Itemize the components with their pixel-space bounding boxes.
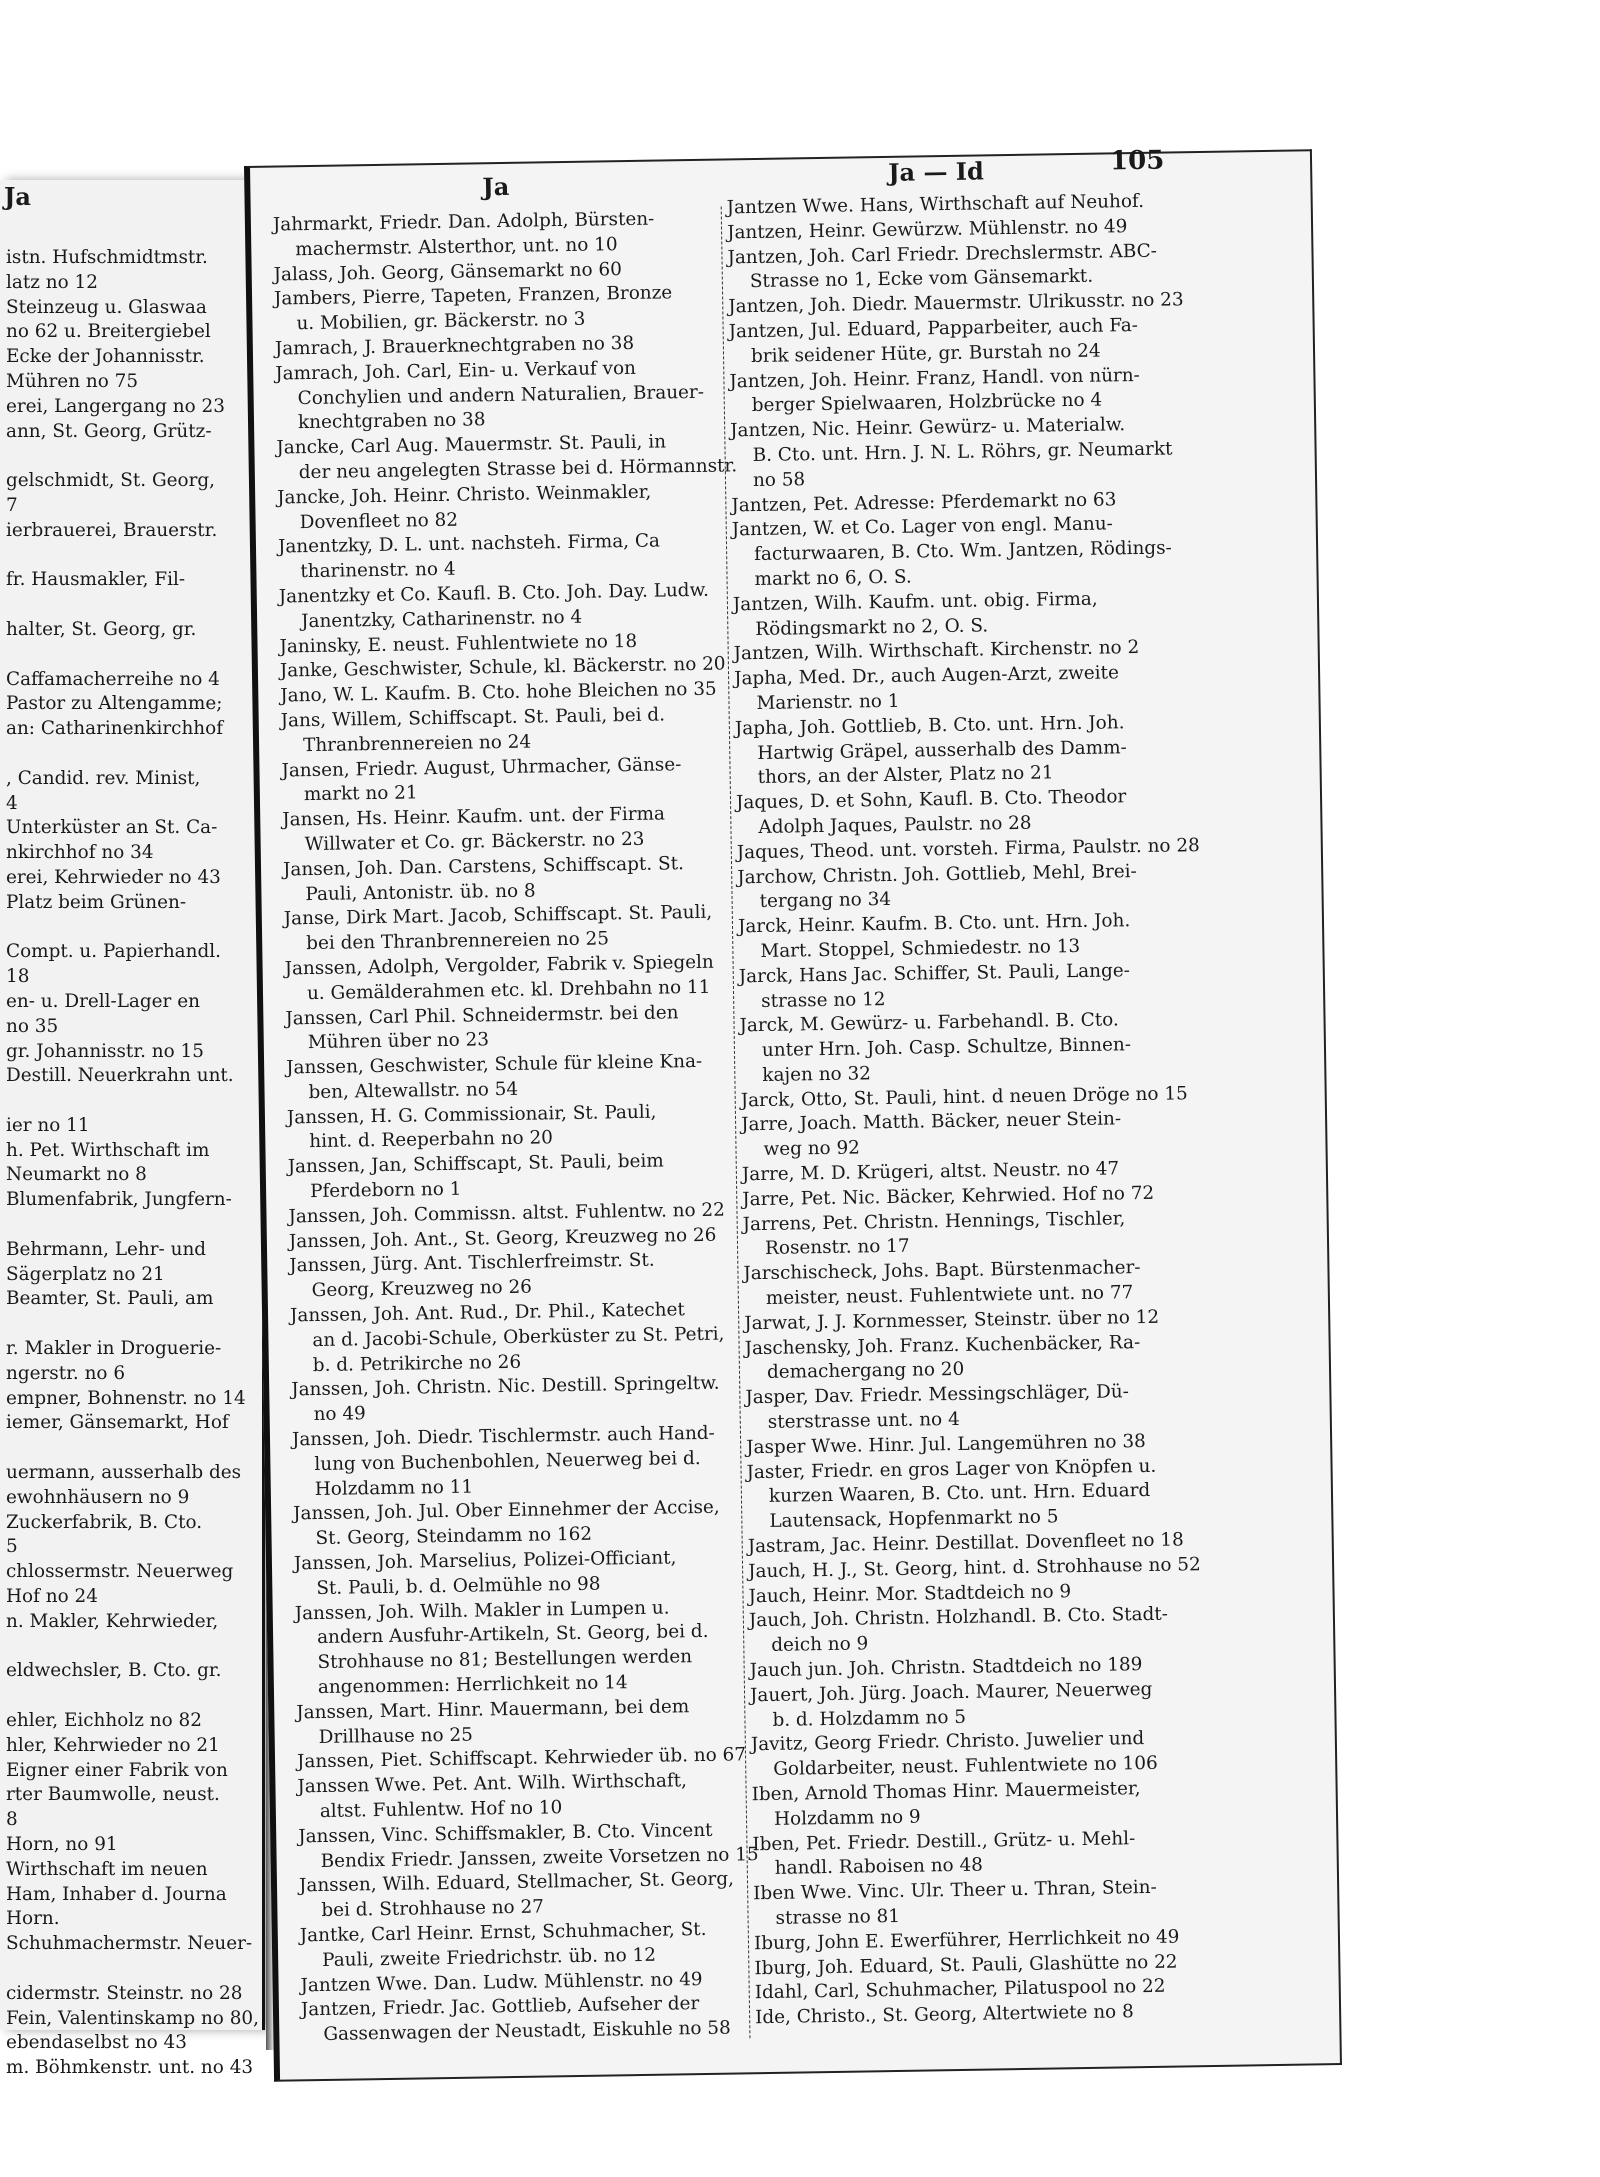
directory-entry-line: Mühren über no 23 [307, 1029, 490, 1054]
directory-entry-line: Jalass, Joh. Georg, Gänsemarkt no 60 [273, 258, 623, 286]
directory-entry-line: Jaster, Friedr. en gros Lager von Knöpfen u. [746, 1455, 1157, 1483]
directory-entry-line: ehler, Eichholz no 82 [6, 1710, 202, 1732]
directory-entry-line: gelschmidt, St. Georg, [6, 470, 216, 492]
page-header-right: Ja — Id [887, 156, 985, 187]
directory-entry-line: St. Pauli, b. d. Oelmühle no 98 [316, 1573, 601, 1599]
directory-entry-line: latz no 12 [6, 271, 98, 293]
directory-entry-line: Horn, no 91 [6, 1834, 118, 1855]
directory-entry-line: Jantzen Wwe. Hans, Wirthschaft auf Neuhof. [726, 190, 1145, 219]
page-number: 105 [1109, 145, 1165, 177]
directory-entry-line: Jarwat, J. J. Kornmesser, Steinstr. über no 12 [744, 1306, 1160, 1335]
directory-entry-line: Janssen, Joh. Marselius, Polizei-Officiant, [293, 1547, 677, 1575]
directory-entry-line: Janssen, Carl Phil. Schneidermstr. bei den [285, 1001, 679, 1029]
directory-entry-line: tergang no 34 [759, 889, 892, 913]
directory-entry-line: kajen no 32 [762, 1063, 872, 1086]
directory-entry-line: ann, St. Georg, Grütz- [6, 420, 212, 442]
directory-entry-line [6, 1436, 258, 1461]
directory-entry-line: Jantzen, W. et Co. Lager von engl. Manu- [731, 513, 1113, 541]
directory-entry-line: 4 [6, 792, 18, 814]
directory-entry-line: Pauli, zweite Friedrichstr. üb. no 12 [322, 1944, 657, 1971]
directory-entry-line: Behrmann, Lehr- und [6, 1238, 207, 1260]
directory-entry-line: Janse, Dirk Mart. Jacob, Schiffscapt. St. Pauli, [283, 902, 713, 930]
directory-entry-line: Idahl, Carl, Schuhmacher, Pilatuspool no 22 [754, 1976, 1166, 2004]
directory-entry-line: b. d. Holzdamm no 5 [772, 1706, 967, 1731]
directory-entry-line: knechtgraben no 38 [297, 409, 486, 434]
directory-entry-line: Jantzen, Wilh. Kaufm. unt. obig. Firma, [732, 588, 1098, 616]
directory-entry-line: facturwaaren, B. Cto. Wm. Jantzen, Rödings- [754, 537, 1172, 566]
directory-entry-line: sterstrasse unt. no 4 [767, 1408, 960, 1433]
directory-entry-line: 8 [6, 1809, 18, 1831]
directory-entry-line: ngerstr. no 6 [6, 1362, 126, 1384]
directory-entry-line: markt no 6, O. S. [754, 566, 912, 590]
directory-entry-line: Schuhmachermstr. Neuer- [6, 1933, 253, 1955]
directory-entry-line: tharinenstr. no 4 [300, 558, 456, 583]
directory-entry-line: Adolph Jaques, Paulstr. no 28 [758, 812, 1032, 838]
directory-entry-line: Janssen, Joh. Ant., St. Georg, Kreuzweg no 26 [288, 1224, 717, 1253]
directory-entry-line: Jauert, Joh. Jürg. Joach. Maurer, Neuerweg [749, 1678, 1153, 1707]
directory-entry-line: 7 [6, 494, 18, 516]
directory-entry-line: no 35 [6, 1015, 59, 1037]
directory-entry-line: iemer, Gänsemarkt, Hof [6, 1412, 229, 1434]
directory-entry-line: Jambers, Pierre, Tapeten, Franzen, Bronze [273, 282, 673, 310]
directory-entry-line: Jarre, Pet. Nic. Bäcker, Kehrwied. Hof no 72 [742, 1182, 1155, 1211]
directory-entry-line: ewohnhäusern no 9 [6, 1486, 190, 1508]
directory-entry-line: Janssen, H. G. Commissionair, St. Pauli, [286, 1101, 657, 1129]
directory-entry-line: Jarre, Joach. Matth. Bäcker, neuer Stein- [740, 1108, 1122, 1136]
directory-entry-line: m. Böhmkenstr. unt. no 43 [6, 2057, 254, 2079]
directory-entry-line: Drillhause no 25 [318, 1724, 474, 1748]
directory-entry-line: Rosenstr. no 17 [764, 1236, 910, 1260]
directory-entry-line: markt no 21 [303, 782, 418, 806]
directory-entry-line: chlossermstr. Neuerweg [6, 1561, 234, 1583]
directory-entry-line: Compt. u. Papierhandl. [6, 941, 221, 963]
directory-entry-line: Jantzen, Wilh. Wirthschaft. Kirchenstr. no 2 [733, 637, 1140, 665]
directory-entry-line [6, 643, 258, 668]
directory-entry-line: 18 [6, 966, 30, 988]
directory-entry-line: Ide, Christo., St. Georg, Altertwiete no 8 [754, 2001, 1134, 2029]
directory-entry-line: cidermstr. Steinstr. no 28 [6, 1982, 243, 2004]
directory-entry-line: ier no 11 [6, 1114, 90, 1136]
directory-entry-line: handl. Raboisen no 48 [774, 1854, 984, 1880]
directory-entry-line: Jantzen Wwe. Dan. Ludw. Mühlenstr. no 49 [300, 1968, 703, 1996]
directory-entry-line: Jantzen, Nic. Heinr. Gewürz- u. Materialw. [730, 414, 1126, 442]
directory-entry-line: Jarck, Heinr. Kaufm. B. Cto. unt. Hrn. Joh. [737, 910, 1131, 938]
directory-entry-line: Jauch, H. J., St. Georg, hint. d. Strohhause no 52 [747, 1553, 1201, 1583]
directory-entry-line: Janssen, Adolph, Vergolder, Fabrik v. Spiegeln [284, 951, 714, 980]
directory-entry-line: Iben Wwe. Vinc. Ulr. Theer u. Thran, Stein- [753, 1877, 1157, 1905]
directory-entry-line: Janssen, Joh. Diedr. Tischlermstr. auch Hand- [291, 1422, 715, 1451]
directory-entry-line: Janssen, Joh. Commissn. altst. Fuhlentw. no 22 [288, 1199, 726, 1228]
directory-entry-line: angenommen: Herrlichkeit no 14 [317, 1672, 628, 1699]
directory-entry-line: Jantzen, Joh. Diedr. Mauermstr. Ulrikusstr. no 23 [728, 289, 1184, 318]
directory-entry-line: hler, Kehrwieder no 21 [6, 1734, 220, 1756]
directory-entry-line: Mühren no 75 [6, 370, 139, 392]
directory-entry-line: Platz beim Grünen- [6, 891, 187, 913]
directory-entry-line: erei, Kehrwieder no 43 [6, 866, 221, 888]
directory-entry-line: Jasper, Dav. Friedr. Messingschläger, Dü- [745, 1381, 1130, 1409]
directory-entry-line [6, 1089, 258, 1114]
directory-entry-line: Fein, Valentinskamp no 80, [6, 2007, 259, 2029]
directory-entry-line: thors, an der Alster, Platz no 21 [757, 762, 1054, 789]
directory-entry-line: meister, neust. Fuhlentwiete unt. no 77 [765, 1282, 1134, 1310]
directory-entry-line: Janssen Wwe. Pet. Ant. Wilh. Wirthschaft, [297, 1770, 688, 1798]
directory-entry-line: an: Catharinenkirchhof [6, 718, 224, 740]
directory-entry-line: andern Ausfuhr-Artikeln, St. Georg, bei d. [316, 1621, 709, 1649]
directory-entry-line: strasse no 81 [775, 1905, 901, 1929]
directory-entry-line: Rödingsmarkt no 2, O. S. [755, 614, 989, 640]
directory-entry-line: Holzdamm no 9 [773, 1806, 921, 1830]
directory-entry-line: Janssen, Jürg. Ant. Tischlerfreimstr. St. [289, 1250, 655, 1277]
directory-entry-line: kurzen Waaren, B. Cto. unt. Hrn. Eduard [768, 1480, 1151, 1508]
directory-entry-line: Jarck, Otto, St. Pauli, hint. d neuen Dröge no 15 [740, 1082, 1188, 1111]
directory-entry-line: Pferdeborn no 1 [309, 1178, 462, 1203]
directory-entry-line: Janssen, Jan, Schiffscapt, St. Pauli, beim [287, 1150, 664, 1178]
directory-entry-line: 5 [6, 1536, 18, 1558]
directory-entry-line: Wirthschaft im neuen [6, 1858, 208, 1880]
directory-entry-line: Jauch jun. Joh. Christn. Stadtdeich no 189 [749, 1654, 1143, 1682]
directory-entry-line: Janssen, Piet. Schiffscapt. Kehrwieder üb. no 67 [296, 1744, 747, 1773]
directory-entry-line: Jantke, Carl Heinr. Ernst, Schuhmacher, St. [299, 1918, 707, 1947]
directory-entry-line: ierbrauerei, Brauerstr. [6, 519, 218, 541]
directory-entry-line: Jarrens, Pet. Christn. Hennings, Tischler, [742, 1207, 1126, 1235]
directory-entry-line: Jancke, Joh. Heinr. Christo. Weinmakler, [277, 481, 652, 509]
directory-entry-line: berger Spielwaaren, Holzbrücke no 4 [751, 389, 1103, 417]
directory-entry-line [6, 742, 258, 767]
directory-entry-line: Janssen, Wilh. Eduard, Stellmacher, St. Georg, [298, 1868, 735, 1897]
directory-entry-line: gr. Johannisstr. no 15 [6, 1040, 204, 1062]
directory-entry-line: Janssen, Joh. Wilh. Makler in Lumpen u. [294, 1597, 670, 1625]
directory-entry-line: Horn. [6, 1908, 60, 1930]
directory-entry-line: Jarschischeck, Johs. Bapt. Bürstenmacher- [743, 1257, 1141, 1285]
directory-entry-line: erei, Langergang no 23 [6, 395, 225, 417]
directory-entry-line: , Candid. rev. Minist, [6, 767, 201, 789]
directory-entry-line [6, 1213, 258, 1238]
directory-entry-line: lung von Buchenbohlen, Neuerweg bei d. [314, 1447, 701, 1475]
directory-entry-line: no 49 [313, 1403, 366, 1426]
directory-entry-line: rter Baumwolle, neust. [6, 1784, 220, 1806]
directory-entry-line: machermstr. Alsterthor, unt. no 10 [295, 233, 618, 260]
directory-entry-line: en- u. Drell-Lager en [6, 990, 200, 1012]
directory-entry-line: Jarre, M. D. Krügeri, altst. Neustr. no 47 [741, 1158, 1120, 1186]
directory-entry-line: B. Cto. unt. Hrn. J. N. L. Röhrs, gr. Neumarkt [752, 438, 1173, 467]
directory-entry-line: Iburg, Joh. Eduard, St. Pauli, Glashütte no 22 [754, 1951, 1178, 1979]
directory-entry-line: weg no 92 [763, 1137, 861, 1161]
directory-entry-line: an d. Jacobi-Schule, Oberküster zu St. Petri, [312, 1323, 725, 1351]
left-page-column [6, 246, 258, 2081]
directory-entry-line: Jantzen, Heinr. Gewürzw. Mühlenstr. no 49 [726, 215, 1128, 244]
directory-entry-line: Janentzky, Catharinenstr. no 4 [300, 606, 583, 632]
directory-entry-line: Jahrmarkt, Friedr. Dan. Adolph, Bürsten- [272, 208, 655, 236]
directory-entry-line [6, 1312, 258, 1337]
directory-entry-line: u. Gemälderahmen etc. kl. Drehbahn no 11 [306, 976, 711, 1004]
directory-entry-line: Javitz, Georg Friedr. Christo. Juwelier und [750, 1728, 1145, 1756]
directory-entry-line: Jano, W. L. Kaufm. B. Cto. hohe Bleichen no 35 [280, 678, 717, 707]
directory-entry-line: Mart. Stoppel, Schmiedestr. no 13 [760, 935, 1081, 962]
directory-entry-line: Janke, Geschwister, Schule, kl. Bäckerstr. no 20 [279, 653, 726, 682]
directory-entry-line: Ecke der Johannisstr. [6, 346, 205, 368]
directory-entry-line: nkirchhof no 34 [6, 842, 154, 864]
directory-entry-line: n. Makler, Kehrwieder, [6, 1610, 219, 1632]
directory-entry-line: empner, Bohnenstr. no 14 [6, 1387, 246, 1409]
directory-entry-line: Dovenfleet no 82 [299, 509, 459, 533]
directory-entry-line: no 58 [752, 468, 806, 491]
directory-entry-line: Eigner einer Fabrik von [6, 1759, 228, 1781]
directory-entry-line: unter Hrn. Joh. Casp. Schultze, Binnen- [761, 1034, 1132, 1062]
directory-entry-line: Janssen, Geschwister, Schule für kleine Kna- [286, 1051, 703, 1079]
directory-entry-line: Caffamacherreihe no 4 [6, 668, 220, 690]
directory-entry-line: bei den Thranbrennereien no 25 [306, 928, 610, 955]
directory-entry-line: Japha, Med. Dr., auch Augen-Arzt, zweite [733, 662, 1120, 690]
directory-entry-line: Strohhause no 81; Bestellungen werden [317, 1646, 693, 1674]
directory-entry-line [6, 444, 258, 469]
directory-entry-line: Janssen, Joh. Jul. Ober Einnehmer der Accise, [293, 1497, 720, 1525]
directory-entry-line: deich no 9 [771, 1633, 869, 1657]
directory-entry-line: Jantzen, Pet. Adresse: Pferdemarkt no 63 [731, 488, 1117, 516]
directory-entry-line: Jamrach, J. Brauerknechtgraben no 38 [274, 332, 635, 360]
directory-entry-line: Iburg, John E. Ewerführer, Herrlichkeit no 49 [753, 1926, 1180, 1954]
directory-entry-line: Janentzky, D. L. unt. nachsteh. Firma, Ca [277, 530, 661, 558]
directory-entry-line: Strasse no 1, Ecke vom Gänsemarkt. [749, 266, 1094, 293]
directory-entry-line: Jarchow, Christn. Joh. Gottlieb, Mehl, Brei- [737, 860, 1137, 888]
directory-entry-line: Goldarbeiter, neust. Fuhlentwiete no 106 [773, 1753, 1158, 1781]
directory-entry-line: Thranbrennereien no 24 [302, 731, 532, 756]
directory-entry-line: der neu angelegten Strasse bei d. Hörmannstr. [298, 455, 738, 484]
directory-entry-line: Jansen, Joh. Dan. Carstens, Schiffscapt. St. [282, 852, 685, 881]
directory-entry-line: Pastor zu Altengamme; [6, 693, 223, 715]
directory-entry-line: Janinsky, E. neust. Fuhlentwiete no 18 [279, 630, 638, 658]
directory-entry-line: b. d. Petrikirche no 26 [312, 1351, 522, 1376]
directory-entry-line: Jaschensky, Joh. Franz. Kuchenbäcker, Ra- [744, 1331, 1141, 1359]
directory-entry-line: h. Pet. Wirthschaft im [6, 1139, 210, 1161]
directory-entry-line: Destill. Neuerkrahn unt. [6, 1065, 234, 1087]
directory-entry-line: St. Georg, Steindamm no 162 [315, 1523, 593, 1550]
directory-entry-line: uermann, ausserhalb des [6, 1462, 242, 1484]
directory-entry-line: Jaques, D. et Sohn, Kaufl. B. Cto. Theodor [735, 786, 1127, 814]
directory-entry-line: istn. Hufschmidtmstr. [6, 247, 208, 268]
directory-entry-line: Janssen, Joh. Christn. Nic. Destill. Springeltw. [291, 1373, 720, 1401]
directory-entry-line: Jarck, Hans Jac. Schiffer, St. Pauli, Lange- [738, 959, 1131, 988]
directory-entry-line: Willwater et Co. gr. Bäckerstr. no 23 [304, 828, 645, 856]
directory-entry-line: Zuckerfabrik, B. Cto. [6, 1511, 203, 1533]
directory-entry-line: Jauch, Joh. Christn. Holzhandl. B. Cto. Stadt- [748, 1604, 1169, 1632]
directory-entry-line: Jantzen, Joh. Carl Friedr. Drechslermstr. ABC- [727, 240, 1158, 269]
directory-entry-line: Jantzen, Joh. Heinr. Franz, Handl. von nürn- [729, 364, 1140, 392]
directory-entry-line: Unterküster an St. Ca- [6, 817, 218, 839]
directory-entry-line [6, 593, 258, 618]
directory-entry-line: demachergang no 20 [766, 1359, 965, 1384]
directory-column-right [727, 189, 1204, 2031]
directory-entry-line: Iben, Pet. Friedr. Destill., Grütz- u. Mehl- [752, 1827, 1136, 1855]
directory-entry-line: brik seidener Hüte, gr. Burstah no 24 [750, 340, 1101, 367]
directory-entry-line: bei d. Strohhause no 27 [321, 1896, 545, 1922]
directory-entry-line: Iben, Arnold Thomas Hinr. Mauermeister, [751, 1778, 1141, 1806]
directory-entry-line: Janentzky et Co. Kaufl. B. Cto. Joh. Day. Ludw. [278, 579, 710, 608]
directory-entry-line: Holzdamm no 11 [314, 1476, 474, 1500]
directory-entry-line: ebendaselbst no 43 [6, 2032, 187, 2054]
directory-entry-line: Georg, Kreuzweg no 26 [311, 1276, 533, 1302]
directory-entry-line: u. Mobilien, gr. Bäckerstr. no 3 [296, 308, 586, 335]
directory-entry-line: Jasper Wwe. Hinr. Jul. Langemühren no 38 [746, 1430, 1146, 1459]
directory-entry-line: Jantzen, Friedr. Jac. Gottlieb, Aufseher der [300, 1993, 700, 2021]
directory-entry-line: Jancke, Carl Aug. Mauermstr. St. Pauli, in [276, 431, 667, 459]
directory-entry-line: Janssen, Mart. Hinr. Mauermann, bei dem [296, 1696, 690, 1724]
directory-entry-line: halter, St. Georg, gr. [6, 618, 197, 640]
directory-entry-line: Blumenfabrik, Jungfern- [6, 1189, 232, 1211]
page-header-center: Ja [482, 171, 510, 202]
directory-entry-line: Neumarkt no 8 [6, 1164, 147, 1186]
directory-entry-line: Jansen, Friedr. August, Uhrmacher, Gänse- [281, 753, 682, 782]
directory-entry-line: Japha, Joh. Gottlieb, B. Cto. unt. Hrn. Joh. [734, 711, 1125, 740]
directory-entry-line [6, 1684, 258, 1709]
directory-entry-line: Jans, Willem, Schiffscapt. St. Pauli, bei d. [280, 704, 666, 732]
directory-entry-line: ben, Altewallstr. no 54 [308, 1078, 519, 1103]
directory-entry-line: Marienstr. no 1 [756, 690, 900, 714]
right-page [244, 145, 1342, 2082]
directory-entry-line: hint. d. Reeperbahn no 20 [309, 1127, 554, 1153]
directory-entry-line: Pauli, Antonistr. üb. no 8 [305, 880, 536, 905]
directory-entry-line: strasse no 12 [761, 988, 886, 1012]
directory-entry-line: Janssen, Vinc. Schiffsmakler, B. Cto. Vincent [298, 1819, 713, 1848]
directory-entry-line: Conchylien und andern Naturalien, Brauer- [297, 381, 705, 409]
left-page [0, 180, 265, 2079]
directory-entry-line: no 62 u. Breitergiebel [6, 321, 211, 343]
directory-entry-line: Jamrach, Joh. Carl, Ein- u. Verkauf von [275, 357, 637, 385]
directory-entry-line: Steinzeug u. Glaswaa [6, 296, 207, 318]
directory-column-left [272, 207, 759, 2049]
left-page-header: Ja [4, 182, 31, 211]
directory-entry-line: Bendix Friedr. Janssen, zweite Vorsetzen no 15 [320, 1843, 759, 1872]
directory-entry-line: Jansen, Hs. Heinr. Kaufm. unt. der Firma [282, 803, 666, 831]
directory-entry-line: Gassenwagen der Neustadt, Eiskuhle no 58 [323, 2017, 731, 2046]
directory-entry-line: Hartwig Gräpel, ausserhalb des Damm- [757, 736, 1127, 764]
directory-entry-line: eldwechsler, B. Cto. gr. [6, 1660, 222, 1682]
directory-entry-line: Jarck, M. Gewürz- u. Farbehandl. B. Cto. [739, 1009, 1119, 1037]
directory-entry-line: Jaques, Theod. unt. vorsteh. Firma, Paulstr. no 28 [736, 834, 1200, 864]
directory-entry-line: r. Makler in Droguerie- [6, 1338, 222, 1360]
directory-entry-line: Jantzen, Jul. Eduard, Papparbeiter, auch Fa- [728, 314, 1139, 343]
directory-entry-line [6, 1957, 258, 1982]
directory-entry-line: Sägerplatz no 21 [6, 1263, 165, 1285]
directory-entry-line: Lautensack, Hopfenmarkt no 5 [769, 1506, 1059, 1533]
directory-entry-line [6, 544, 258, 569]
directory-entry-line: Ham, Inhaber d. Journa [6, 1883, 227, 1905]
directory-entry-line: Jauch, Heinr. Mor. Stadtdeich no 9 [748, 1580, 1072, 1607]
directory-entry-line: Janssen, Joh. Ant. Rud., Dr. Phil., Katechet [289, 1299, 685, 1327]
directory-entry-line [6, 1635, 258, 1660]
directory-entry-line: Beamter, St. Pauli, am [6, 1288, 214, 1310]
directory-entry-line: Hof no 24 [6, 1586, 98, 1608]
directory-entry-line: fr. Hausmakler, Fil- [6, 569, 186, 591]
directory-entry-line: altst. Fuhlentw. Hof no 10 [319, 1797, 563, 1823]
directory-entry-line [6, 916, 258, 941]
directory-entry-line: Jastram, Jac. Heinr. Destillat. Dovenfleet no 18 [747, 1529, 1184, 1558]
